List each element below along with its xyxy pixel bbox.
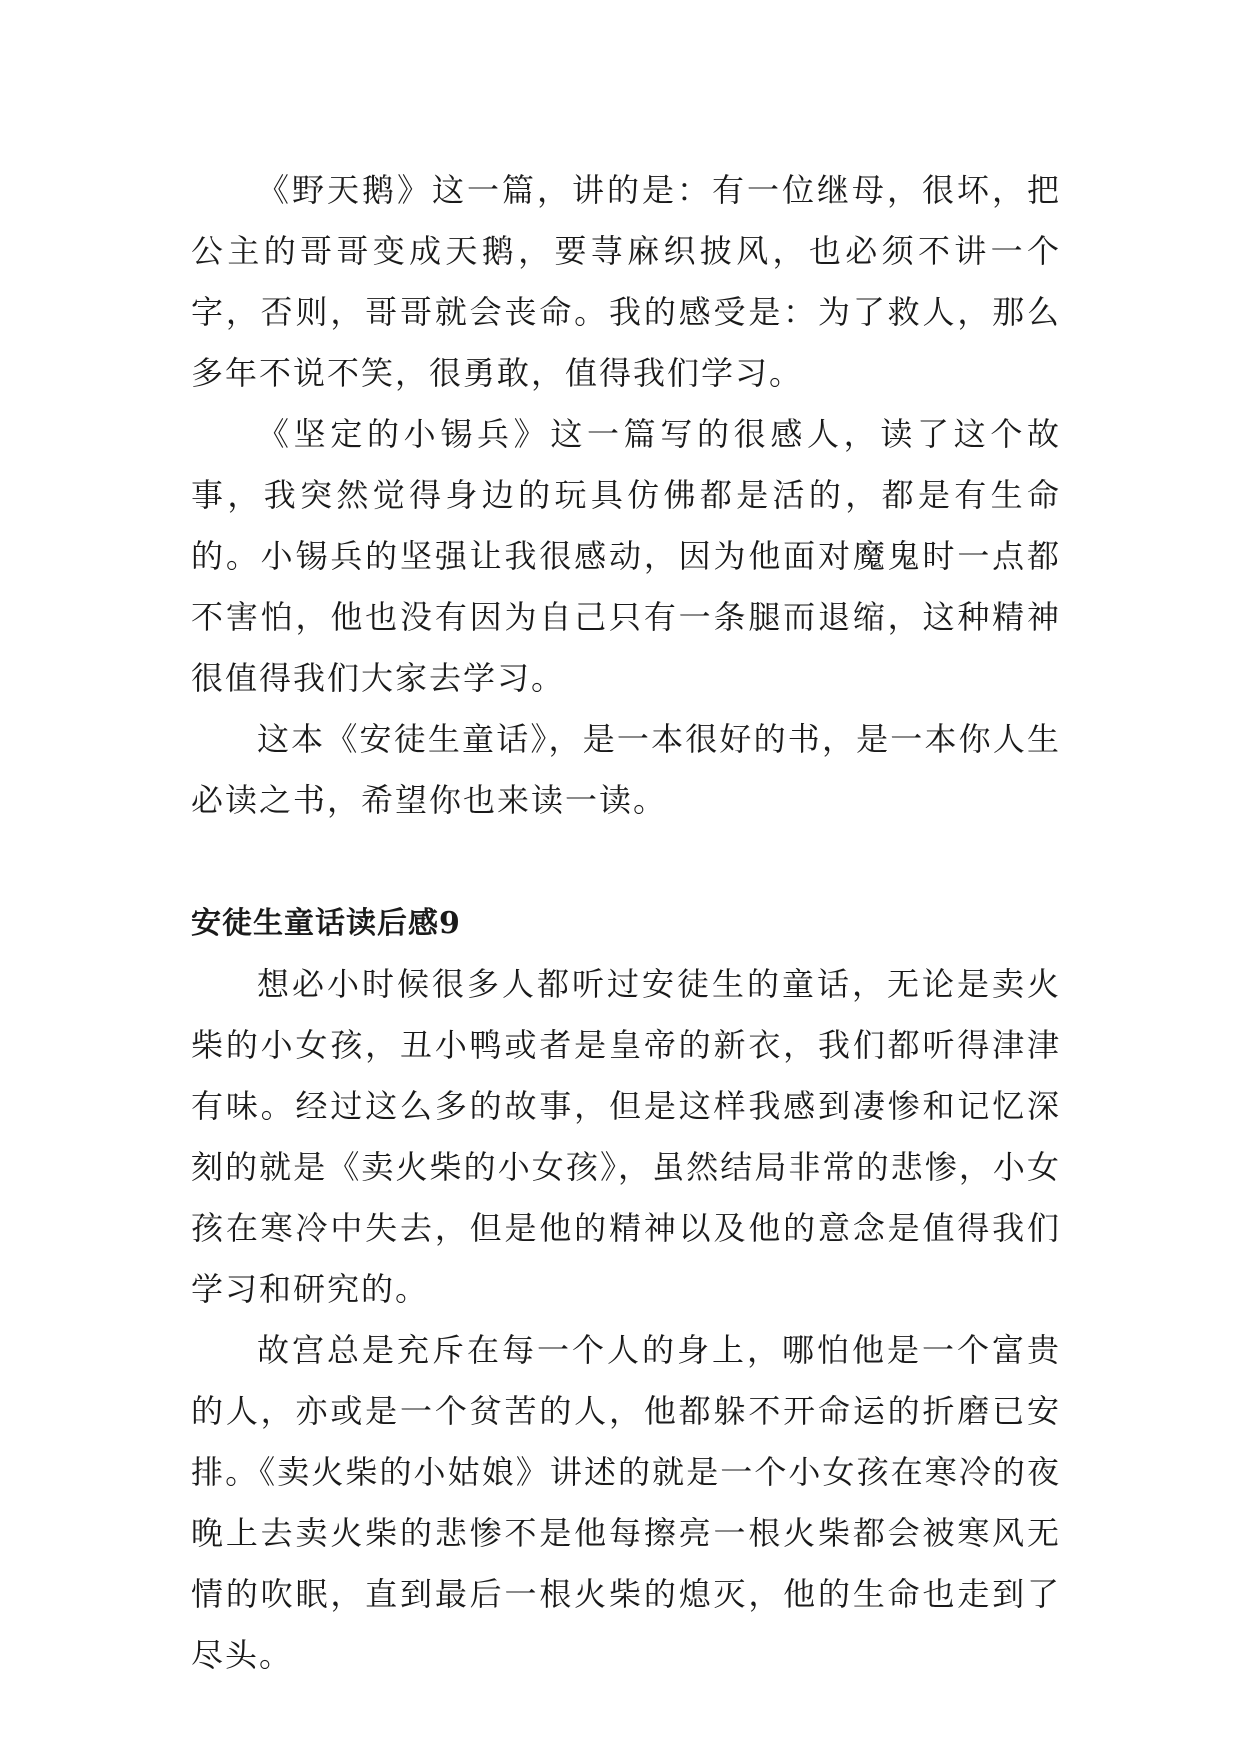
paragraph-match-girl-story: 故宫总是充斥在每一个人的身上，哪怕他是一个富贵的人，亦或是一个贫苦的人，他都躲不开命运的折磨已安排。《卖火柴的小姑娘》讲述的就是一个小女孩在寒冷的夜晚上去卖火柴的悲惨不是他每擦亮一根火柴都会被寒风无情的吹眠，直到最后一根火柴的熄灭，他的生命也走到了尽头。 — [191, 1331, 1061, 1674]
document-page — [191, 160, 1061, 1686]
paragraph-match-girl-intro: 想必小时候很多人都听过安徒生的童话，无论是卖火柴的小女孩，丑小鸭或者是皇帝的新衣，我们都听得津津有味。经过这么多的故事，但是这样我感到凄惨和记忆深刻的就是《卖火柴的小女孩》，虽然结局非常的悲惨，小女孩在寒冷中失去，但是他的精神以及他的意念是值得我们学习和研究的。 — [191, 965, 1061, 1308]
paragraph-wild-swans: 《野天鹅》这一篇，讲的是：有一位继母，很坏，把公主的哥哥变成天鹅，要荨麻织披风，也必须不讲一个字，否则，哥哥就会丧命。我的感受是：为了救人，那么多年不说不笑，很勇敢，值得我们学习。 — [191, 171, 1061, 392]
paragraph-tin-soldier: 《坚定的小锡兵》这一篇写的很感人，读了这个故事，我突然觉得身边的玩具仿佛都是活的，都是有生命的。小锡兵的坚强让我很感动，因为他面对魔鬼时一点都不害怕，他也没有因为自己只有一条腿而退缩，这种精神很值得我们大家去学习。 — [191, 415, 1061, 697]
paragraph-recommendation: 这本《安徒生童话》，是一本很好的书，是一本你人生必读之书，希望你也来读一读。 — [191, 720, 1061, 819]
section-heading: 安徒生童话读后感9 — [191, 906, 461, 941]
section-gap — [191, 831, 1061, 893]
